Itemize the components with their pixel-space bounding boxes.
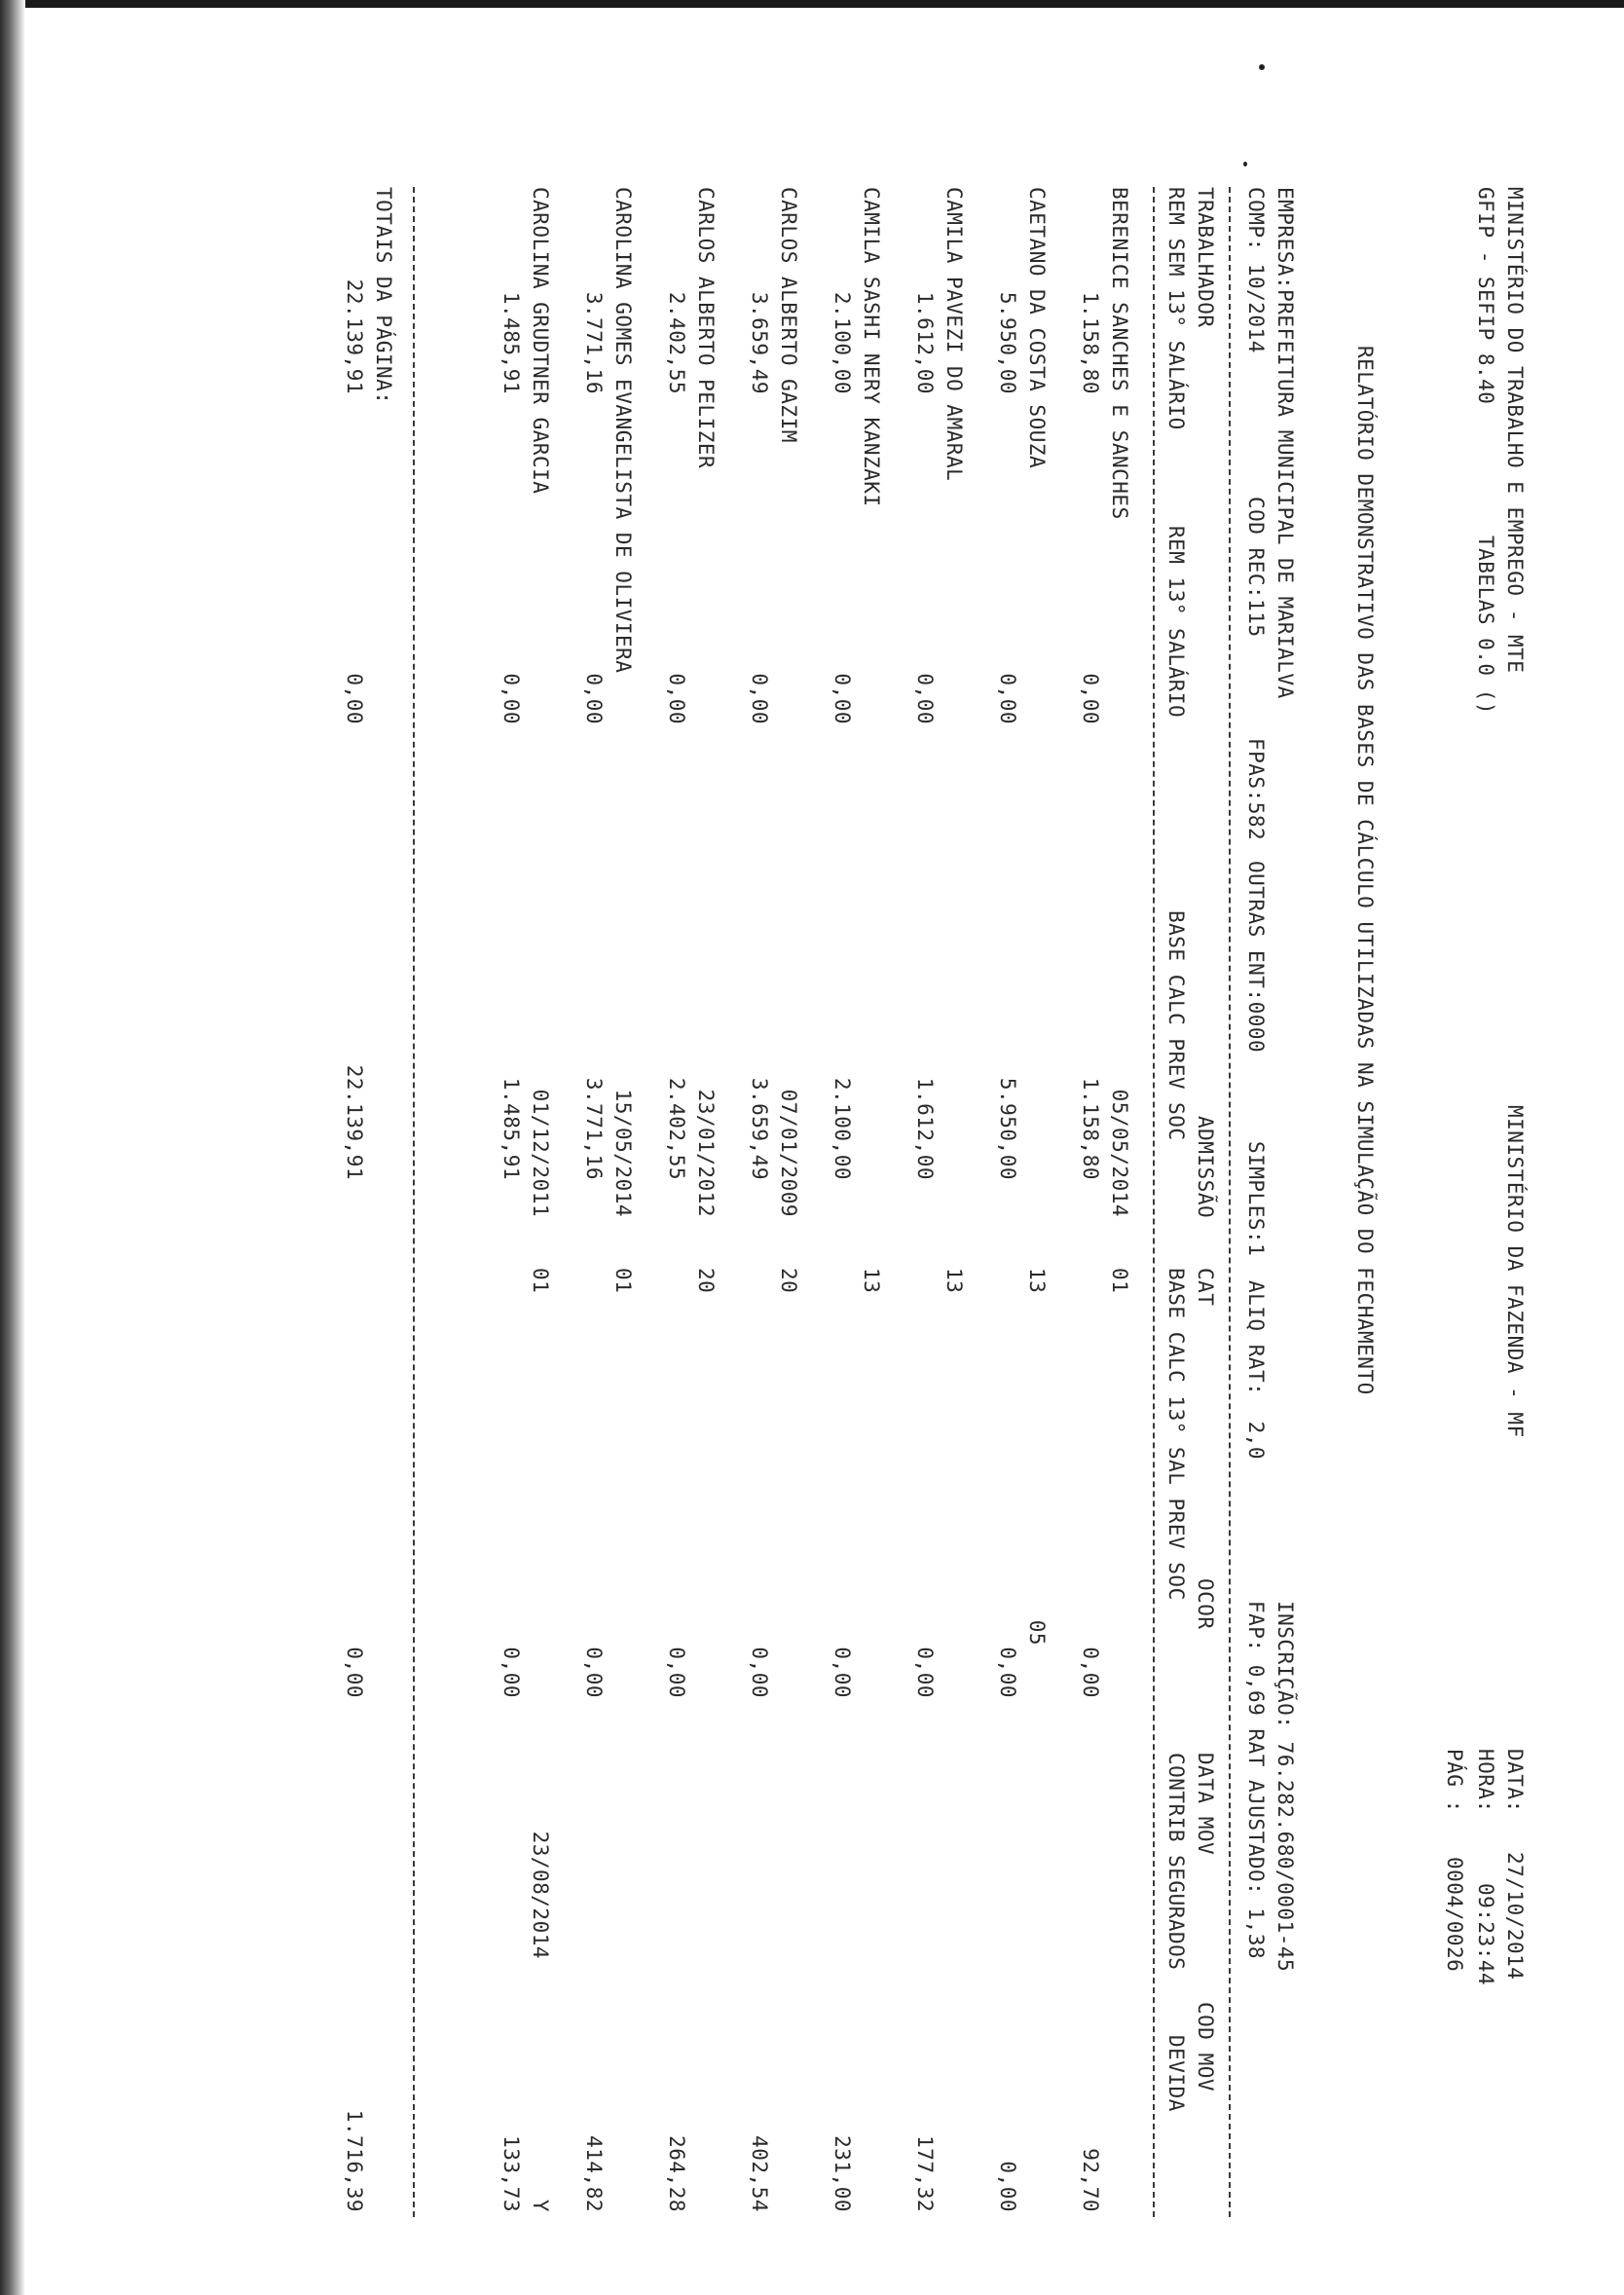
comp-period: COMP: 10/2014 — [1244, 187, 1268, 353]
worker-name: CARLOS ALBERTO GAZIM — [777, 187, 800, 443]
cat-code: 01 — [529, 1268, 552, 1294]
base-calc-prev: 5.950,00 — [996, 1077, 1019, 1180]
admissao-date: 15/05/2014 — [611, 1089, 635, 1217]
totals-contrib: 1.716,39 — [343, 2109, 366, 2212]
ministry-right: MINISTÉRIO DA FAZENDA - MF — [1503, 1105, 1527, 1438]
col-admissao: ADMISSÃO — [1194, 1116, 1217, 1219]
rem-sem-13: 1.612,00 — [913, 291, 937, 394]
tables-version: TABELAS 0.0 () — [1474, 536, 1497, 716]
company-inscricao: INSCRIÇÃO: 76.282.680/0001-45 — [1273, 1601, 1297, 1973]
company-name: EMPRESA:PREFEITURA MUNICIPAL DE MARIALVA — [1273, 187, 1297, 699]
cat-code: 13 — [860, 1268, 883, 1294]
col-devida: DEVIDA — [1164, 2035, 1188, 2112]
col-base-calc-prev: BASE CALC PREV SOC — [1164, 910, 1188, 1141]
time-label: HORA: — [1474, 1749, 1497, 1813]
contrib-devida: 0,00 — [996, 2161, 1019, 2212]
simples: SIMPLES:1 — [1244, 1141, 1268, 1257]
admissao-date: 07/01/2009 — [777, 1089, 800, 1217]
contrib-devida: 414,82 — [582, 2135, 606, 2212]
rem-sem-13: 1.485,91 — [499, 291, 523, 394]
base-calc-13: 0,00 — [830, 1647, 854, 1698]
base-calc-prev: 1.612,00 — [913, 1077, 937, 1180]
rem-13: 0,00 — [665, 673, 688, 724]
admissao-date: 05/05/2014 — [1108, 1089, 1131, 1217]
col-trabalhador: TRABALHADOR — [1194, 187, 1217, 328]
base-calc-13: 0,00 — [665, 1647, 688, 1698]
admissao-date: 01/12/2011 — [529, 1089, 552, 1217]
base-calc-prev: 2.100,00 — [830, 1077, 854, 1180]
page-value: 0004/0026 — [1443, 1857, 1466, 1973]
fap-rat-ajustado: FAP: 0,69 RAT AJUSTADO: 1,38 — [1244, 1601, 1268, 1960]
contrib-devida: 231,00 — [830, 2135, 854, 2212]
cat-code: 01 — [1108, 1268, 1131, 1294]
contrib-devida: 92,70 — [1079, 2148, 1102, 2212]
admissao-date: 23/01/2012 — [694, 1089, 718, 1217]
base-calc-13: 0,00 — [1079, 1647, 1102, 1698]
col-ocor: OCOR — [1194, 1578, 1217, 1630]
cat-code: 20 — [694, 1268, 718, 1294]
contrib-devida: 177,32 — [913, 2135, 937, 2212]
outras-ent: OUTRAS ENT:0000 — [1244, 861, 1268, 1054]
aliq-rat: ALIQ RAT: 2,0 — [1244, 1280, 1268, 1461]
date-value: 27/10/2014 — [1503, 1852, 1527, 1980]
cod-mov: Y — [529, 2199, 552, 2212]
base-calc-prev: 3.659,49 — [748, 1077, 771, 1180]
worker-name: CAETANO DA COSTA SOUZA — [1025, 187, 1049, 469]
rem-13: 0,00 — [748, 673, 771, 724]
worker-name: BERENICE SANCHES E SANCHES — [1108, 187, 1131, 520]
worker-name: CAROLINA GOMES EVANGELISTA DE OLIVIERA — [611, 187, 635, 674]
rem-sem-13: 3.659,49 — [748, 291, 771, 394]
base-calc-13: 0,00 — [582, 1647, 606, 1698]
cod-rec: COD REC:115 — [1244, 497, 1268, 638]
rem-13: 0,00 — [996, 673, 1019, 724]
time-value: 09:23:44 — [1474, 1883, 1497, 1986]
rem-13: 0,00 — [1079, 673, 1102, 724]
cat-code: 01 — [611, 1268, 635, 1294]
cat-code: 20 — [777, 1268, 800, 1294]
rem-13: 0,00 — [582, 673, 606, 724]
base-calc-prev: 1.158,80 — [1079, 1077, 1102, 1180]
date-label: DATA: — [1503, 1749, 1527, 1813]
ministry-left: MINISTÉRIO DO TRABALHO E EMPREGO - MTE — [1503, 187, 1527, 674]
worker-name: CARLOS ALBERTO PELIZER — [694, 187, 718, 469]
col-rem-sem-13: REM SEM 13° SALÁRIO — [1164, 187, 1188, 430]
rem-sem-13: 2.100,00 — [830, 291, 854, 394]
base-calc-13: 0,00 — [748, 1647, 771, 1698]
totals-rem-13: 0,00 — [343, 673, 366, 724]
rem-13: 0,00 — [830, 673, 854, 724]
rem-sem-13: 5.950,00 — [996, 291, 1019, 394]
separator-line — [1153, 187, 1155, 2217]
totals-base-13: 0,00 — [343, 1647, 366, 1698]
worker-name: CAROLINA GRUDTNER GARCIA — [529, 187, 552, 495]
base-calc-prev: 2.402,55 — [665, 1077, 688, 1180]
report-title: RELATÓRIO DEMONSTRATIVO DAS BASES DE CÁLCULO UTILIZADAS NA SIMULAÇÃO DO FECHAMENTO — [1353, 346, 1377, 1395]
col-rem-13: REM 13° SALÁRIO — [1164, 526, 1188, 719]
system-name: GFIP - SEFIP 8.40 — [1474, 187, 1497, 405]
rem-13: 0,00 — [499, 673, 523, 724]
col-contrib-segurados: CONTRIB SEGURADOS — [1164, 1753, 1188, 1971]
separator-line — [1229, 187, 1231, 2217]
rem-sem-13: 2.402,55 — [665, 291, 688, 394]
cat-code: 13 — [942, 1268, 966, 1294]
totals-base-prev: 22.139,91 — [343, 1064, 366, 1180]
contrib-devida: 264,28 — [665, 2135, 688, 2212]
base-calc-13: 0,00 — [913, 1647, 937, 1698]
worker-name: CAMILA SASHI NERY KANZAKI — [860, 187, 883, 507]
rem-sem-13: 1.158,80 — [1079, 291, 1102, 394]
contrib-devida: 402,54 — [748, 2135, 771, 2212]
data-mov: 23/08/2014 — [529, 1831, 552, 1959]
totals-label: TOTAIS DA PÁGINA: — [372, 187, 395, 405]
separator-line — [413, 187, 415, 2217]
col-base-calc-13: BASE CALC 13° SAL PREV SOC — [1164, 1268, 1188, 1601]
rem-sem-13: 3.771,16 — [582, 291, 606, 394]
base-calc-prev: 3.771,16 — [582, 1077, 606, 1180]
col-cat: CAT — [1194, 1268, 1217, 1307]
totals-rem-sem-13: 22.139,91 — [343, 278, 366, 394]
rem-13: 0,00 — [913, 673, 937, 724]
worker-name: CAMILA PAVEZI DO AMARAL — [942, 187, 966, 482]
base-calc-prev: 1.485,91 — [499, 1077, 523, 1180]
cat-code: 13 — [1025, 1268, 1049, 1294]
page-label: PÁG : — [1443, 1749, 1466, 1813]
base-calc-13: 0,00 — [996, 1647, 1019, 1698]
contrib-devida: 133,73 — [499, 2135, 523, 2212]
fpas: FPAS:582 — [1244, 738, 1268, 841]
col-data-mov: DATA MOV — [1194, 1753, 1217, 1856]
base-calc-13: 0,00 — [499, 1647, 523, 1698]
col-cod-mov: COD MOV — [1194, 2002, 1217, 2092]
ocor-code: 05 — [1025, 1619, 1049, 1646]
